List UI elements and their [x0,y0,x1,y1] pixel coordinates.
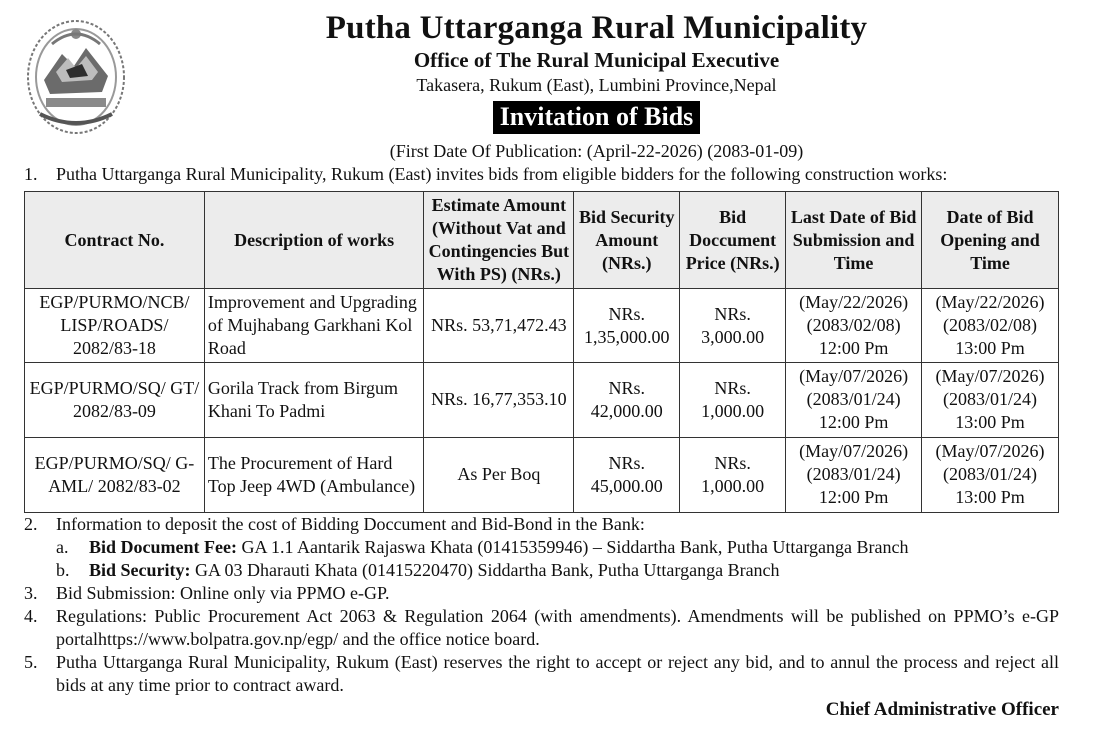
header-document-price: Bid Doccument Price (NRs.) [680,192,786,289]
submission-date: (May/22/2026) (2083/02/08) 12:00 Pm [786,289,922,363]
work-description: The Procurement of Hard Top Jeep 4WD (Ambulance) [204,437,424,512]
work-description: Improvement and Upgrading of Mujhabang Garkhani Kol Road [204,289,424,363]
opening-date: (May/07/2026) (2083/01/24) 13:00 Pm [922,437,1059,512]
table-row [25,437,1059,512]
notice-items [24,513,1059,697]
document-price: NRs. 3,000.00 [680,289,786,363]
contract-no: EGP/PURMO/SQ/ G-AML/ 2082/83-02 [25,437,205,512]
item-text: Regulations: Public Procurement Act 2063 & Regulation 2064 (with amendments). Amendments will be published on PPMO’s e-GP portalhttps://www.bolpatra.gov.np/egp/ and the office notice board. [56,606,1059,649]
list-item [24,513,1059,536]
opening-date: (May/22/2026) (2083/02/08) 13:00 Pm [922,289,1059,363]
contract-no: EGP/PURMO/SQ/ GT/ 2082/83-09 [25,363,205,437]
header-bid-security: Bid Security Amount (NRs.) [574,192,680,289]
municipality-title: Putha Uttarganga Rural Municipality [325,10,868,46]
document-price: NRs. 1,000.00 [680,363,786,437]
list-subitem [24,559,1059,582]
document-header [140,8,1053,162]
table-header-row [25,192,1059,289]
notice-banner: Invitation of Bids [493,101,701,134]
header-submission: Last Date of Bid Submission and Time [786,192,922,289]
submission-date: (May/07/2026) (2083/01/24) 12:00 Pm [786,363,922,437]
item-number: 4. [24,606,38,626]
item-text: Putha Uttarganga Rural Municipality, Rukum (East) reserves the right to accept or reject any bid, and to annul the process and reject all bids at any time prior to contract award. [56,652,1059,695]
office-subtitle: Office of The Rural Municipal Executive [413,48,780,72]
header-opening: Date of Bid Opening and Time [922,192,1059,289]
item-number: 5. [24,652,38,672]
subitem-label: Bid Security: [89,560,191,580]
publication-date: (First Date Of Publication: (April-22-2026) (2083-01-09) [389,141,804,161]
intro-text: Putha Uttarganga Rural Municipality, Rukum (East) invites bids from eligible bidders for the following construction works: [56,164,948,184]
bid-security-amount: NRs. 42,000.00 [574,363,680,437]
submission-date: (May/07/2026) (2083/01/24) 12:00 Pm [786,437,922,512]
list-item [24,605,1059,651]
document-price: NRs. 1,000.00 [680,437,786,512]
contract-no: EGP/PURMO/NCB/ LISP/ROADS/ 2082/83-18 [25,289,205,363]
subitem-label: Bid Document Fee: [89,537,237,557]
list-item [24,651,1059,697]
estimate-amount: As Per Boq [424,437,574,512]
header-estimate: Estimate Amount (Without Vat and Contingencies But With PS) (NRs.) [424,192,574,289]
table-row [25,363,1059,437]
table-row [25,289,1059,363]
bid-security-amount: NRs. 45,000.00 [574,437,680,512]
subitem-text: GA 03 Dharauti Khata (01415220470) Siddartha Bank, Putha Uttarganga Branch [190,560,780,580]
opening-date: (May/07/2026) (2083/01/24) 13:00 Pm [922,363,1059,437]
subitem-text: GA 1.1 Aantarik Rajaswa Khata (01415359946) – Siddartha Bank, Putha Uttarganga Branch [236,537,909,557]
subitem-letter: a. [56,537,69,557]
list-item [24,582,1059,605]
intro-paragraph [24,163,1059,186]
estimate-amount: NRs. 53,71,472.43 [424,289,574,363]
item-text: Information to deposit the cost of Bidding Doccument and Bid-Bond in the Bank: [56,514,645,534]
nepal-government-emblem-icon [22,14,130,140]
header-description: Description of works [204,192,424,289]
subitem-letter: b. [56,560,70,580]
work-description: Gorila Track from Birgum Khani To Padmi [204,363,424,437]
office-address: Takasera, Rukum (East), Lumbini Province,Nepal [416,75,777,95]
estimate-amount: NRs. 16,77,353.10 [424,363,574,437]
item-text: Bid Submission: Online only via PPMO e-GP. [56,583,390,603]
header-contract-no: Contract No. [25,192,205,289]
item-number: 1. [24,164,38,184]
bid-security-amount: NRs. 1,35,000.00 [574,289,680,363]
list-subitem [24,536,1059,559]
bids-table [24,191,1059,513]
item-number: 3. [24,583,38,603]
item-number: 2. [24,514,38,534]
signature-title: Chief Administrative Officer [825,699,1059,720]
